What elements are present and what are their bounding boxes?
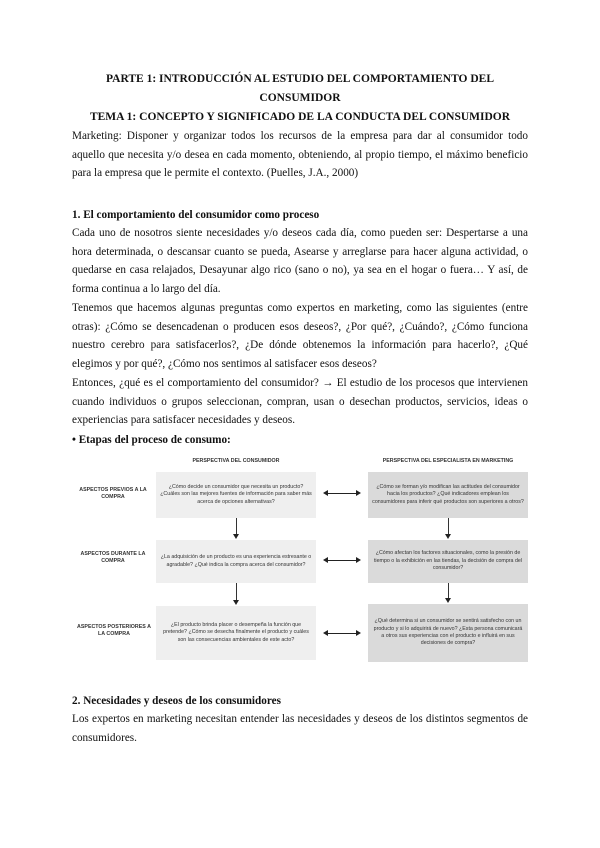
box-marketer-after: ¿Qué determina si un consumidor se sentirá satisfecho con un producto y si lo adquirirá de nuevo? ¿Esta persona comunicará a otros sus experiencias con el producto e influirá en sus decisiones de compra? <box>368 604 528 662</box>
section1-paragraph1: Cada uno de nosotros siente necesidades y/o deseos cada día, como pueden ser: Despertarse a una hora determinada, o descansar cuanto se pueda, Asearse y arreglarse para hacer alguna actividad, o quedarse en casa relajados, Desayunar algo rico (sano o no), ya sea en el hogar o fuera… Y así, de forma continua a lo largo del día. <box>72 227 528 296</box>
box-consumer-during: ¿La adquisición de un producto es una experiencia estresante o agradable? ¿Qué indica la compra acerca del consumidor? <box>156 540 316 583</box>
section1-paragraph3: Entonces, ¿qué es el comportamiento del consumidor? → El estudio de los procesos que intervienen cuando individuos o grupos seleccionan, compran, usan o desechan productos, servicios, ideas o experiencias para satisfacer necesidades y deseos. <box>72 377 528 427</box>
double-arrow-icon <box>325 493 359 494</box>
header-marketer: PERSPECTIVA DEL ESPECIALISTA EN MARKETING <box>382 458 514 464</box>
part-title-line1: PARTE 1: INTRODUCCIÓN AL ESTUDIO DEL COMPORTAMIENTO DEL <box>105 73 494 85</box>
box-consumer-before: ¿Cómo decide un consumidor que necesita un producto? ¿Cuáles son las mejores fuentes de información para saber más acerca de opciones alternativas? <box>156 472 316 518</box>
row-label-after: ASPECTOS POSTERIORES A LA COMPRA <box>77 624 151 637</box>
row-label-before: ASPECTOS PREVIOS A LA COMPRA <box>79 487 147 500</box>
box-marketer-during: ¿Cómo afectan los factores situacionales, como la presión de tiempo o la exhibición en las tiendas, la decisión de compra del consumidor? <box>368 540 528 583</box>
tema-title: TEMA 1: CONCEPTO Y SIGNIFICADO DE LA CONDUCTA DEL CONSUMIDOR <box>89 111 511 123</box>
down-arrow-icon <box>236 583 237 602</box>
box-marketer-before: ¿Cómo se forman y/o modifican las actitudes del consumidor hacia los productos? ¿Qué indicadores emplean los consumidores para inferir qué productos son superiores a otros? <box>368 472 528 518</box>
part-title-line2: CONSUMIDOR <box>259 92 341 104</box>
down-arrow-icon <box>236 518 237 536</box>
row-label-during: ASPECTOS DURANTE LA COMPRA <box>80 551 146 564</box>
intro-paragraph: Marketing: Disponer y organizar todos los recursos de la empresa para dar al consumidor todo aquello que necesita y/o desea en cada momento, obteniendo, al propio tiempo, el máximo beneficio para la empresa que le permite el contexto. (Puelles, J.A., 2000) <box>72 130 528 180</box>
down-arrow-icon <box>448 518 449 536</box>
box-consumer-after: ¿El producto brinda placer o desempeña la función que pretende? ¿Cómo se desecha finalmente el producto y cuáles son las consecuencias ambientales de este acto? <box>156 606 316 660</box>
section1-heading: 1. El comportamiento del consumidor como proceso <box>72 209 320 221</box>
double-arrow-icon <box>325 633 359 634</box>
section1-paragraph2: Tenemos que hacemos algunas preguntas como expertos en marketing, como las siguientes (entre otras): ¿Cómo se desencadenan o producen esos deseos?, ¿Por qué?, ¿Cuándo?, ¿Cómo funciona nuestro cerebro para satisfacerlos?, ¿De dónde obtenemos la información para hacerlo?, ¿Qué elegimos y por qué?, ¿Cómo nos sentimos al satisfacer esos deseos? <box>72 302 528 371</box>
down-arrow-icon <box>448 583 449 600</box>
double-arrow-icon <box>325 560 359 561</box>
section2-paragraph1: Los expertos en marketing necesitan entender las necesidades y deseos de los distintos segmentos de consumidores. <box>72 713 528 744</box>
stages-bullet: • Etapas del proceso de consumo: <box>72 434 231 446</box>
section2-heading: 2. Necesidades y deseos de los consumidores <box>72 695 281 707</box>
header-consumer: PERSPECTIVA DEL CONSUMIDOR <box>192 458 280 464</box>
